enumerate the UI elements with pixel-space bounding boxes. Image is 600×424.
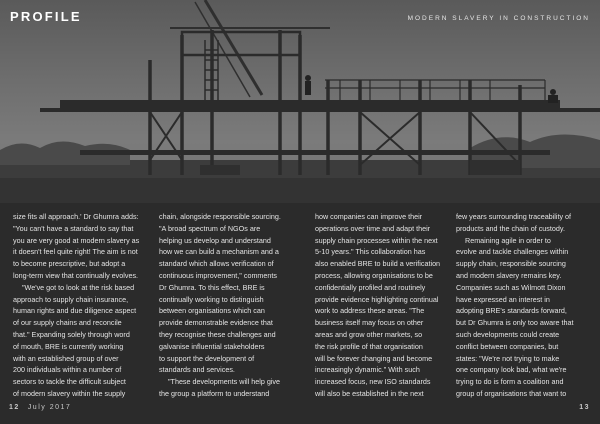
text-line: how we can build a mechanism and a (159, 247, 279, 257)
text-line: business itself may focus on other (315, 318, 424, 328)
article-column-2 (159, 211, 289, 400)
issue-date: July 2017 (27, 404, 72, 411)
text-line: work to address these areas. "The (315, 306, 425, 316)
text-line: continually working to distinguish (159, 294, 264, 304)
footer-left (9, 404, 71, 411)
text-line: it doesn't feel quite right! The aim is not (13, 247, 138, 257)
text-line: Companies such as Wilmott Dixon (456, 282, 566, 292)
text-line: of modern slavery within the supply (13, 388, 126, 398)
article-body (13, 211, 589, 398)
text-line: also enabled BRE to build a verification (315, 259, 441, 269)
text-line: chain, alongside responsible sourcing. (159, 212, 281, 221)
text-line: helping us develop and understand (159, 235, 271, 245)
text-line: they recognise these challenges and (159, 329, 276, 339)
text-line: you are very good at modern slavery as (13, 235, 140, 245)
text-line: Dr Ghumra. To this effect, BRE is (159, 282, 265, 292)
text-line: the risk profile of that organisation (315, 341, 423, 351)
text-line: trying to do is form a coalition and (456, 377, 564, 387)
text-line: standards and services. (159, 365, 235, 375)
text-line: have expressed an interest in (456, 294, 550, 304)
text-line: process, allowing organisations to be (315, 270, 433, 280)
hero-image (0, 0, 600, 203)
text-line: continuous improvement," comments (159, 270, 278, 280)
text-line: size fits all approach.' Dr Ghumra adds: (13, 212, 139, 221)
text-line: supply chain processes within the next (315, 235, 438, 245)
text-line: will be forever changing and become (315, 353, 433, 363)
text-line: evolve and tackle challenges within (456, 247, 569, 257)
text-line: conflict between companies, but (456, 341, 559, 351)
text-line: to become prescriptive, but adopt a (13, 259, 126, 269)
text-line: to support the development of (159, 353, 255, 363)
running-head: MODERN SLAVERY IN CONSTRUCTION (407, 15, 590, 22)
article-column-4 (456, 211, 586, 400)
page-number-right: 13 (579, 404, 590, 411)
text-line: "These developments will help give (168, 377, 281, 387)
text-line: "A broad spectrum of NGOs are (159, 223, 261, 233)
text-line: "You can't have a standard to say that (13, 223, 134, 233)
text-line: supply chain, responsible sourcing (456, 259, 566, 269)
section-title: PROFILE (10, 9, 82, 24)
text-line: that." Expanding solely through word (13, 329, 130, 339)
text-line: with an established group of over (13, 353, 119, 363)
text-line: 200 individuals within a number of (13, 365, 122, 375)
text-line: such developments could create (456, 329, 560, 339)
text-line: adopting BRE's standards forward, (456, 306, 567, 316)
text-line: states: "We're not trying to make (456, 353, 560, 363)
text-line: between organisations which can (159, 306, 265, 316)
text-line: few years surrounding traceability of (456, 212, 572, 221)
text-line: will also be established in the next (315, 388, 424, 398)
text-line: sectors to tackle the difficult subject (13, 377, 126, 387)
page-number-left: 12 (9, 404, 20, 411)
text-line: provide evidence highlighting continual (315, 294, 439, 304)
text-line: operations over time and adapt their (315, 223, 431, 233)
text-line: one company look bad, what we're (456, 365, 567, 375)
article-column-3 (315, 211, 445, 400)
text-line: of our supply chains and reconcile (13, 318, 122, 328)
text-line: provide demonstrable evidence that (159, 318, 273, 328)
text-line: but Dr Ghumra is only too aware that (456, 318, 574, 328)
text-line: the group a platform to understand (159, 388, 270, 398)
text-line: increasingly dynamic." With such (315, 365, 420, 375)
construction-site-silhouette-icon (0, 0, 600, 203)
text-line: products and the chain of custody. (456, 223, 565, 233)
text-line: increased focus, new ISO standards (315, 377, 431, 387)
article-column-1 (13, 211, 143, 400)
text-line: 5-10 years." This collaboration has (315, 247, 426, 257)
text-line: human rights and due diligence aspect (13, 306, 137, 316)
text-line: of mouth, BRE is currently working (13, 341, 124, 351)
text-line: how companies can improve their (315, 212, 423, 221)
text-line: Remaining agile in order to (465, 235, 551, 245)
text-line: approach to supply chain insurance, (13, 294, 129, 304)
text-line: galvanise influential stakeholders (159, 341, 265, 351)
text-line: "We've got to look at the risk based (22, 282, 135, 292)
text-line: areas and grow other markets, so (315, 329, 423, 339)
text-line: confidentially profiled and routinely (315, 282, 426, 292)
text-line: long-term view that continually evolves. (13, 270, 139, 280)
text-line: standard which allows verification of (159, 259, 274, 269)
text-line: and modern slavery remains key. (456, 270, 562, 280)
text-line: group of organisations that want to (456, 388, 567, 398)
